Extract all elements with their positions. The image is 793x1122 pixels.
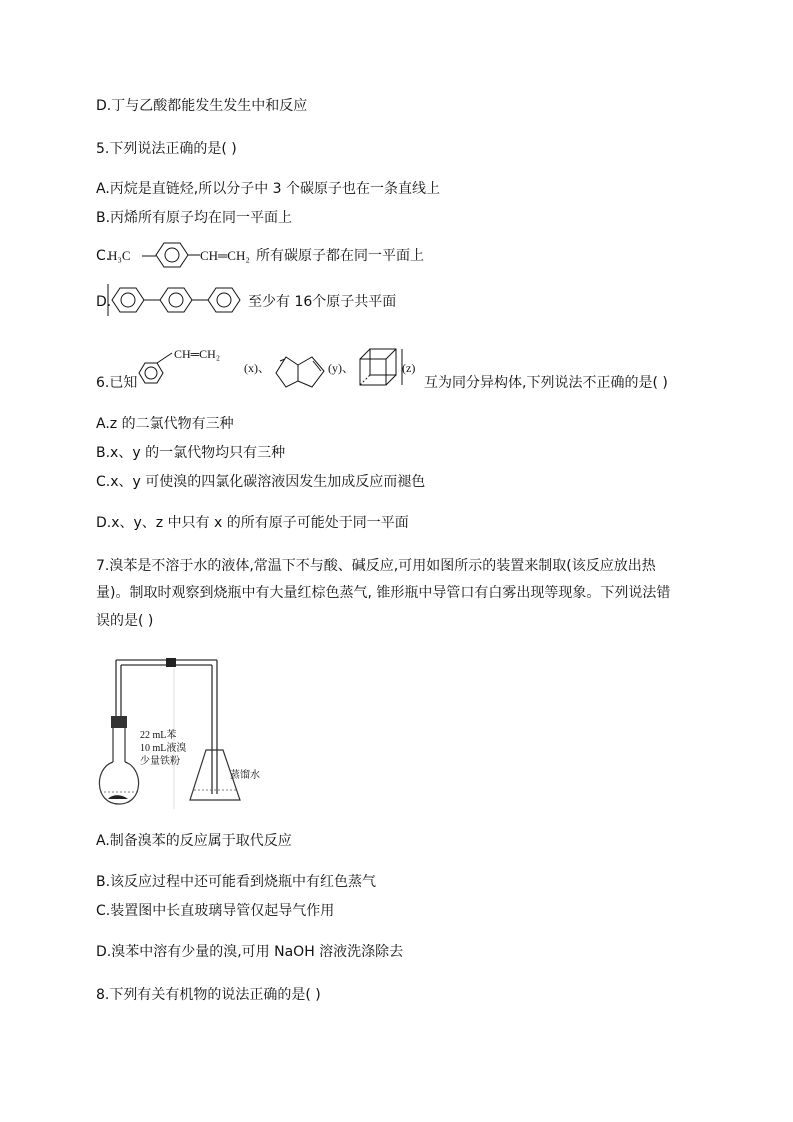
flask-stopper (111, 716, 127, 728)
q6-x-group: CH═CH₂ (174, 347, 221, 361)
q7-stem-line2: 量)。制取时观察到烧瓶中有大量红棕色蒸气, 锥形瓶中导管口有白雾出现等现象。下列说法错 (96, 585, 671, 601)
beaker-label: 蒸馏水 (230, 770, 260, 781)
bicyclic-structure (276, 357, 298, 387)
q6-option-a: A.z 的二氯代物有三种 (96, 416, 234, 432)
flask-label-2: 10 mL液溴 (140, 743, 187, 754)
q5-c-formula-right: CH═CH₂ (200, 248, 250, 263)
q7-option-a: A.制备溴苯的反应属于取代反应 (96, 833, 292, 849)
q7-stem-line1: 7.溴苯是不溶于水的液体,常温下不与酸、碱反应,可用如图所示的装置来制取(该反应放出热 (96, 558, 656, 574)
flask-label-1: 22 mL苯 (140, 730, 177, 741)
styrene-ring (139, 363, 163, 383)
q5-c-formula-left: H₃C (108, 248, 131, 263)
q6-structures (138, 345, 428, 395)
q5-option-a: A.丙烷是直链烃,所以分子中 3 个碳原子也在一条直线上 (96, 181, 441, 197)
q5-option-b: B.丙烯所有原子均在同一平面上 (96, 210, 293, 226)
q6-label-y: (y)、 (328, 361, 354, 375)
q4-option-d: D.丁与乙酸都能发生发生中和反应 (96, 98, 308, 114)
q7-stem-line3: 误的是( ) (96, 613, 154, 629)
terphenyl-structure (108, 282, 253, 318)
tube-joint (166, 658, 176, 667)
flask-label-3: 少量铁粉 (140, 756, 180, 767)
q7-option-b: B.该反应过程中还可能看到烧瓶中有红色蒸气 (96, 874, 377, 890)
q5-option-c-text: 所有碳原子都在同一平面上 (256, 248, 424, 264)
q7-option-c: C.装置图中长直玻璃导管仅起导气作用 (96, 903, 335, 919)
q5-option-d-prefix: D. (96, 294, 112, 310)
q6-prefix: 6.已知 (96, 375, 138, 391)
q6-option-d: D.x、y、z 中只有 x 的所有原子可能处于同一平面 (96, 515, 409, 531)
q6-label-x: (x)、 (244, 361, 270, 375)
q5-stem: 5.下列说法正确的是( ) (96, 141, 237, 157)
benzene-ring (156, 243, 188, 267)
iron-powder (108, 795, 128, 799)
q6-label-z: (z) (402, 361, 416, 375)
q6-stem-rest: 互为同分异构体,下列说法不正确的是( ) (424, 375, 668, 391)
q6-option-c: C.x、y 可使溴的四氯化碳溶液因发生加成反应而褪色 (96, 474, 426, 490)
q8-stem: 8.下列有关有机物的说法正确的是( ) (96, 987, 321, 1003)
q6-option-b: B.x、y 的一氯代物均只有三种 (96, 445, 286, 461)
bromobenzene-apparatus (92, 654, 282, 814)
q7-option-d: D.溴苯中溶有少量的溴,可用 NaOH 溶液洗涤除去 (96, 944, 404, 960)
q5-option-d-text: 至少有 16个原子共平面 (248, 294, 397, 310)
q5-option-c-structure (108, 238, 268, 272)
q5-option-c-prefix: C. (96, 248, 111, 264)
